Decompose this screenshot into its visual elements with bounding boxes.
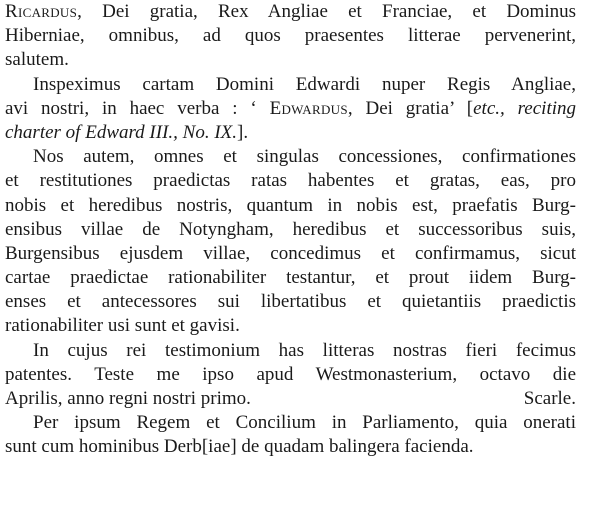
text-run: In cujus rei testimonium has litteras nostras fieri fecimus (33, 339, 576, 361)
paragraph (5, 145, 576, 339)
text-line (5, 218, 576, 242)
text-run: , Dei gratia, Rex Angliae et Franciae, et Dominus (77, 1, 576, 22)
text-line (5, 411, 576, 435)
small-caps-text: Edwardus (269, 97, 348, 119)
text-line (5, 73, 576, 97)
text-line (5, 435, 576, 459)
text-line (5, 97, 576, 121)
text-run: sunt cum hominibus Derb[iae] de quadam balingera facienda. (5, 436, 474, 458)
text-run: Per ipsum Regem et Concilium in Parliamento, quia onerati (33, 412, 576, 434)
signature-text: Scarle. (523, 388, 576, 409)
text-line (5, 363, 576, 387)
paragraph (5, 0, 576, 73)
text-line (5, 48, 576, 72)
text-line (5, 24, 576, 48)
text-line (5, 266, 576, 290)
text-line (5, 290, 576, 314)
text-line (5, 194, 576, 218)
text-run: patentes. Teste me ipso apud Westmonasterium, octavo die (5, 363, 576, 385)
text-line (5, 314, 576, 338)
text-line (5, 387, 576, 411)
small-caps-text: Ricardus (5, 1, 78, 22)
text-run: Inspeximus cartam Domini Edwardi nuper Regis Angliae, (33, 73, 576, 95)
paragraph (5, 411, 576, 459)
text-run: et restitutiones praedictas ratas habentes et gratas, eas, pro (5, 170, 576, 192)
text-run: , Dei gratia’ [ (347, 97, 474, 119)
document-page (5, 0, 576, 460)
text-run: salutem. (5, 49, 69, 71)
text-run: cartae praedictae rationabiliter testantur, et prout iidem Burg- (5, 267, 576, 289)
italic-text: charter of Edward III., No. IX. (5, 121, 238, 143)
text-line (5, 0, 576, 24)
text-line (5, 145, 576, 169)
text-run: ]. (237, 121, 249, 143)
text-run: ensibus villae de Notyngham, heredibus et successoribus suis, (5, 218, 576, 240)
text-line (5, 169, 576, 193)
text-run: Burgensibus ejusdem villae, concedimus et confirmamus, sicut (5, 242, 576, 264)
text-line (5, 121, 576, 145)
text-run: Aprilis, anno regni nostri primo. (5, 388, 251, 409)
text-run: Nos autem, omnes et singulas concessiones, confirmationes (33, 146, 576, 168)
text-line (5, 339, 576, 363)
text-run: nobis et heredibus nostris, quantum in nobis est, praefatis Burg- (5, 194, 576, 216)
paragraph (5, 339, 576, 412)
italic-text: etc., reciting (473, 97, 576, 119)
paragraph (5, 73, 576, 146)
text-run: rationabiliter usi sunt et gavisi. (5, 315, 240, 337)
text-run: avi nostri, in haec verba : ‘ (5, 97, 270, 119)
text-line (5, 242, 576, 266)
text-run: Hiberniae, omnibus, ad quos praesentes litterae pervenerint, (5, 25, 576, 47)
text-run: enses et antecessores sui libertatibus et quietantiis praedictis (5, 291, 576, 313)
